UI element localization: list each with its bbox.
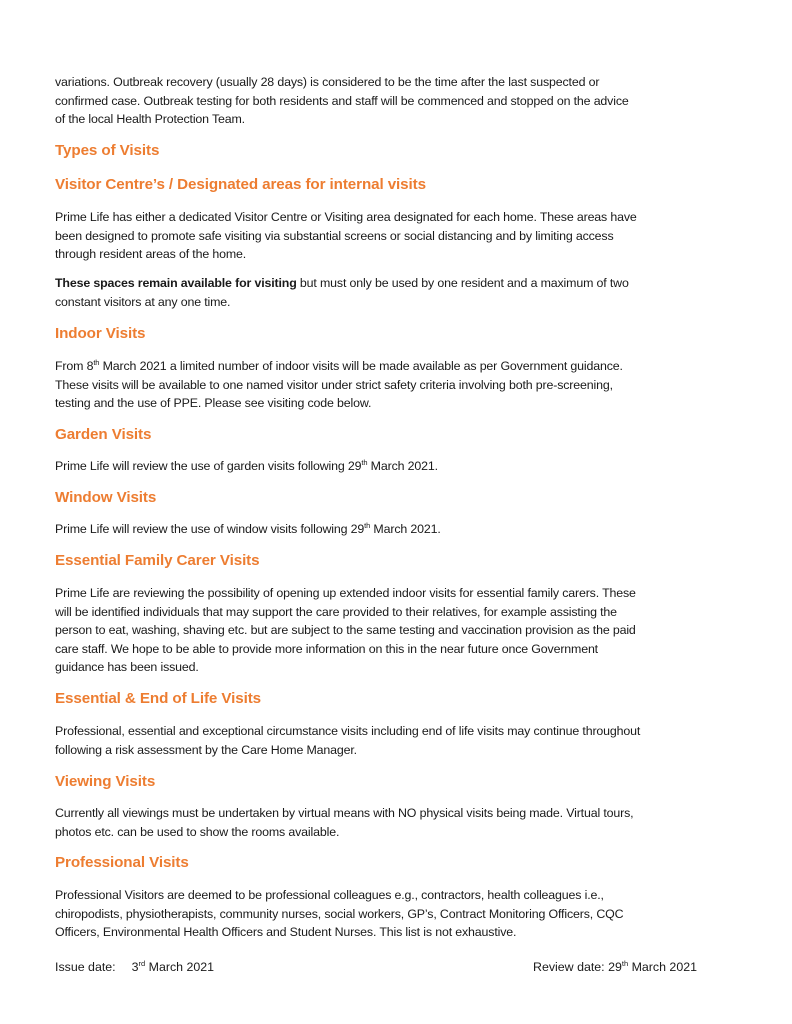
heading-window-visits: Window Visits xyxy=(55,489,157,506)
viewing-paragraph xyxy=(55,804,700,841)
text-line: Prime Life has either a dedicated Visitor Centre or Visiting area designated for each home. These areas have xyxy=(55,210,637,224)
text-line: chiropodists, physiotherapists, community nurses, social workers, GP’s, Contract Monitoring Officers, CQC xyxy=(55,906,624,921)
text-line: following a risk assessment by the Care Home Manager. xyxy=(55,742,357,757)
text-line: been designed to promote safe visiting via substantial screens or social distancing and by limiting access xyxy=(55,228,614,243)
text-line: These visits will be available to one named visitor under strict safety criteria involving both pre-screening, xyxy=(55,377,613,392)
text-span: Prime Life will review the use of window visits following 29 xyxy=(55,522,365,536)
heading-viewing-visits: Viewing Visits xyxy=(55,773,156,790)
text-span: Prime Life will review the use of garden visits following 29 xyxy=(55,459,362,473)
text-line xyxy=(55,520,700,539)
heading-essential-end-of-life-visits: Essential & End of Life Visits xyxy=(55,690,262,707)
text-line: Prime Life are reviewing the possibility of opening up extended indoor visits for essential family carers. These xyxy=(55,586,636,600)
text-line: of the local Health Protection Team. xyxy=(55,112,245,127)
review-date-label: Review date: 29 xyxy=(533,960,622,974)
intro-paragraph xyxy=(55,73,700,129)
text-line: Professional, essential and exceptional circumstance visits including end of life visits may continue throughout xyxy=(55,724,641,738)
professional-paragraph xyxy=(55,886,700,942)
text-span: but must only be used by one resident and a maximum of two xyxy=(296,276,629,290)
text-line: confirmed case. Outbreak testing for both residents and staff will be commenced and stopped on the advice xyxy=(55,93,629,108)
heading-professional-visits: Professional Visits xyxy=(55,854,189,871)
text-line: guidance has been issued. xyxy=(55,660,199,675)
issue-date-day: 3 xyxy=(131,960,139,974)
garden-paragraph xyxy=(55,457,700,476)
indoor-paragraph xyxy=(55,357,700,413)
review-date xyxy=(533,960,697,974)
text-span: From 8 xyxy=(55,359,94,373)
text-line: constant visitors at any one time. xyxy=(55,294,231,309)
text-line: testing and the use of PPE. Please see visiting code below. xyxy=(55,396,372,411)
end-of-life-paragraph xyxy=(55,722,700,759)
text-line: person to eat, washing, shaving etc. but are subject to the same testing and vaccination provision as the paid xyxy=(55,623,636,638)
text-line xyxy=(55,274,700,293)
ordinal-suffix: th xyxy=(93,358,100,367)
family-carer-paragraph xyxy=(55,584,700,677)
heading-essential-family-carer-visits: Essential Family Carer Visits xyxy=(55,552,260,569)
ordinal-suffix: th xyxy=(364,521,371,530)
bold-text: These spaces remain available for visiting xyxy=(55,276,297,290)
issue-date-rest: March 2021 xyxy=(145,960,215,974)
text-line: photos etc. can be used to show the rooms available. xyxy=(55,824,340,839)
heading-visitor-centre: Visitor Centre’s / Designated areas for internal visits xyxy=(55,176,426,193)
ordinal-suffix: th xyxy=(361,458,368,467)
issue-date xyxy=(55,960,214,974)
window-paragraph xyxy=(55,520,700,539)
text-line: variations. Outbreak recovery (usually 28 days) is considered to be the time after the last suspected or xyxy=(55,75,600,89)
text-line: Professional Visitors are deemed to be professional colleagues e.g., contractors, health colleagues i.e., xyxy=(55,888,604,902)
visitor-centre-paragraph-1 xyxy=(55,208,700,264)
text-span: March 2021 a limited number of indoor visits will be made available as per Government guidance. xyxy=(99,359,623,373)
text-span: March 2021. xyxy=(367,459,438,473)
heading-garden-visits: Garden Visits xyxy=(55,426,152,443)
ordinal-suffix: th xyxy=(621,959,629,968)
text-span: March 2021. xyxy=(370,522,441,536)
issue-date-label: Issue date: xyxy=(55,960,116,974)
visitor-centre-paragraph-2 xyxy=(55,274,700,311)
ordinal-suffix: rd xyxy=(138,959,146,968)
text-line: will be identified individuals that may support the care provided to their relatives, for example assisting the xyxy=(55,604,617,619)
text-line: Currently all viewings must be undertaken by virtual means with NO physical visits being made. Virtual tours, xyxy=(55,806,634,820)
review-date-rest: March 2021 xyxy=(628,960,697,974)
heading-indoor-visits: Indoor Visits xyxy=(55,325,146,342)
heading-types-of-visits: Types of Visits xyxy=(55,142,160,159)
text-line xyxy=(55,357,700,376)
text-line: care staff. We hope to be able to provide more information on this in the near future once Government xyxy=(55,641,598,656)
text-line xyxy=(55,457,700,476)
text-line: Officers, Environmental Health Officers and Student Nurses. This list is not exhaustive. xyxy=(55,925,517,940)
text-line: through resident areas of the home. xyxy=(55,247,247,262)
